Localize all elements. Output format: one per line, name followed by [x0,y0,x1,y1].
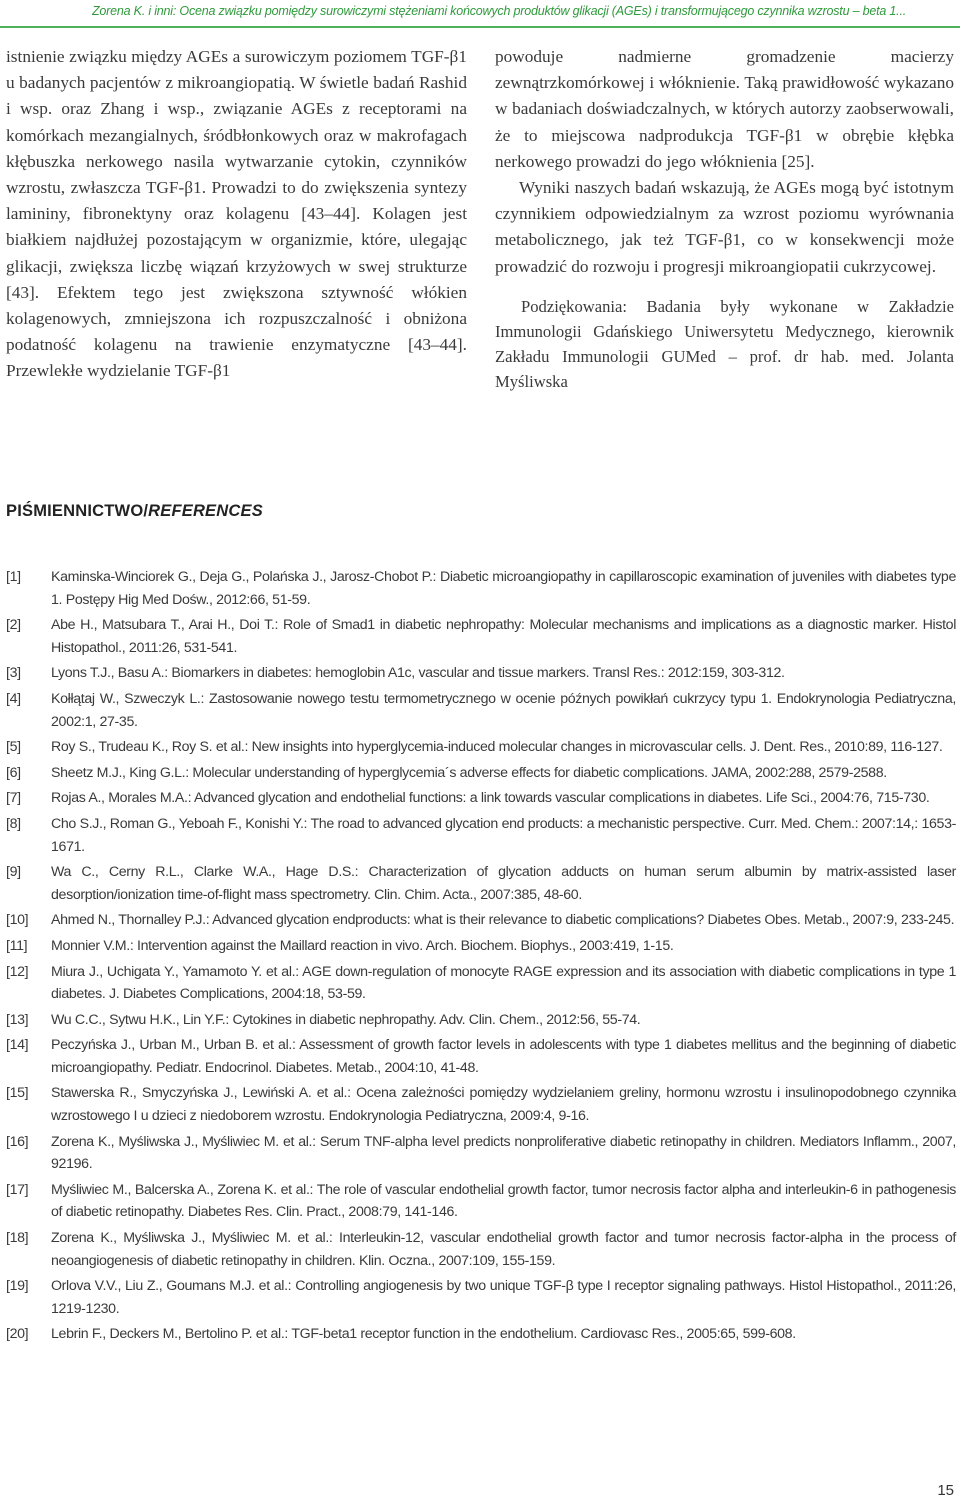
reference-item [6,1179,956,1224]
reference-number: [17] [6,1181,29,1198]
reference-text: Orlova V.V., Liu Z., Goumans M.J. et al.: Controlling angiogenesis by two unique TGF-β type I receptor signaling pathways. Histol Histopathol., 2011:26, 1219-1230. [51,1278,956,1317]
references-heading [6,502,263,521]
reference-number: [19] [6,1278,29,1295]
reference-list [6,566,956,1349]
reference-number: [2] [6,617,21,634]
reference-number: [15] [6,1085,29,1102]
reference-item [6,935,956,958]
reference-item [6,1323,956,1346]
reference-item [6,662,956,685]
reference-text: Rojas A., Morales M.A.: Advanced glycation and endothelial functions: a link towards vascular complications in diabetes. Life Sci., 2004:76, 715-730. [51,790,930,807]
reference-text: Ahmed N., Thornalley P.J.: Advanced glycation endproducts: what is their relevance to diabetic complications? Diabetes Obes. Metab., 2007:9, 233-245. [51,912,955,929]
header-rule [0,26,960,28]
reference-number: [6] [6,764,21,781]
reference-text: Zorena K., Myśliwska J., Myśliwiec M. et al.: Serum TNF-alpha level predicts nonproliferative diabetic retinopathy in children. Mediators Inflamm., 2007, 92196. [51,1133,956,1173]
reference-item [6,688,956,733]
reference-number: [7] [6,790,21,807]
reference-number: [14] [6,1037,29,1054]
reference-item [6,1275,956,1320]
reference-number: [20] [6,1326,29,1343]
reference-item [6,861,956,906]
reference-number: [16] [6,1133,29,1150]
acknowledgement: Podziękowania: Badania były wykonane w Zakładzie Immunologii Gdańskiego Uniwersytetu Medycznego, kierownik Zakładu Immunologii GUMed – prof. dr hab. med. Jolanta Myśliwska [495,296,954,391]
left-column [6,44,467,385]
reference-item [6,909,956,932]
page-number: 15 [937,1482,954,1499]
references-heading-en: REFERENCES [148,502,263,520]
reference-number: [8] [6,815,21,832]
body-paragraph: powoduje nadmierne gromadzenie macierzy zewnątrzkomórkowej i włóknienie. Taką prawidłowość wykazano w badaniach doświadczalnych, w których autorzy zaobserwowali, że to miejscowa nadprodukcja TGF-β1 w obrębie kłębka nerkowego prowadzi do jego włóknienia [25]. [495,47,954,171]
reference-text: Miura J., Uchigata Y., Yamamoto Y. et al.: AGE down-regulation of monocyte RAGE expression and its association with diabetic complications in type 1 diabetes. J. Diabetes Complications, 2004:18, 53-59. [51,963,956,1003]
reference-number: [18] [6,1230,29,1247]
body-paragraph: istnienie związku między AGEs a surowiczym poziomem TGF-β1 u badanych pacjentów z mikroangiopatią. W świetle badań Rashid i wsp. oraz Zhang i wsp., związanie AGEs z receptorami na komórkach mezangialnych, śródbłonkowych oraz w makrofagach kłębuszka nerkowego nasila wytwarzanie cytokin, czynników wzrostu, zwłaszcza TGF-β1. Prowadzi to do zwiększenia syntezy lamininy, fibronektyny oraz kolagenu [43–44]. Kolagen jest białkiem najdłużej pozostającym w organizmie, które, ulegając glikacji, zwiększa liczbę wiązań krzyżowych w swej strukturze [43]. Efektem tego jest zwiększona sztywność włókien kolagenowych, zmniejszona ich rozpuszczalność i obniżona podatność kolagenu na trawienie enzymatyczne [43–44]. Przewlekłe wydzielanie TGF-β1 [6,47,467,381]
reference-item [6,1034,956,1079]
reference-text: Zorena K., Myśliwska J., Myśliwiec M. et al.: Interleukin-12, vascular endothelial growth factor and tumor necrosis factor-alpha in the process of neoangiogenesis of diabetic retinopathy in children. Klin. Oczna., 2007:109, 155-159. [51,1230,956,1269]
reference-number: [11] [6,937,28,954]
reference-number: [1] [6,569,21,585]
body-paragraph: Wyniki naszych badań wskazują, że AGEs mogą być istotnym czynnikiem odpowiedzialnym za wzrost poziomu wyrównania metabolicznego, jak też TGF-β1, co w konsekwencji może prowadzić do rozwoju i progresji mikroangiopatii cukrzycowej. [495,178,954,276]
reference-number: [4] [6,690,21,707]
references-heading-pl: PIŚMIENNICTWO/ [6,502,149,520]
reference-text: Myśliwiec M., Balcerska A., Zorena K. et al.: The role of vascular endothelial growth factor, tumor necrosis factor alpha and interleukin-6 in pathogenesis of diabetic retinopathy. Diabetes Res. Clin. Pract., 2008:79, 141-146. [51,1181,956,1221]
reference-number: [12] [6,963,29,980]
reference-text: Roy S., Trudeau K., Roy S. et al.: New insights into hyperglycemia-induced molecular changes in microvascular cells. J. Dent. Res., 2010:89, 116-127. [51,739,943,756]
reference-item [6,1009,956,1032]
running-head: Zorena K. i inni: Ocena związku pomiędzy surowiczymi stężeniami końcowych produktów glikacji (AGEs) i transformującego czynnika wzrostu – beta 1... [92,4,906,18]
reference-text: Peczyńska J., Urban M., Urban B. et al.: Assessment of growth factor levels in adolescents with type 1 diabetes mellitus and the beginning of diabetic microangiopathy. Pediatr. Endocrinol. Diabetes. Metab., 2004:10, 41-48. [51,1037,956,1076]
reference-item [6,961,956,1006]
reference-number: [5] [6,739,21,756]
reference-item [6,787,956,810]
reference-item [6,1082,956,1127]
reference-item [6,1227,956,1272]
right-column [495,44,954,394]
reference-item [6,566,956,611]
reference-number: [9] [6,864,21,881]
reference-text: Kołłątaj W., Szweczyk L.: Zastosowanie nowego testu termometrycznego w ocenie późnych powikłań cukrzycy typu 1. Endokrynologia Pediatryczna, 2002:1, 27-35. [51,690,956,730]
reference-text: Lebrin F., Deckers M., Bertolino P. et al.: TGF-beta1 receptor function in the endothelium. Cardiovasc Res., 2005:65, 599-608. [51,1326,796,1343]
reference-number: [13] [6,1011,29,1028]
reference-text: Sheetz M.J., King G.L.: Molecular understanding of hyperglycemia´s adverse effects for diabetic complications. JAMA, 2002:288, 2579-2588. [51,764,887,781]
reference-text: Lyons T.J., Basu A.: Biomarkers in diabetes: hemoglobin A1c, vascular and tissue markers. Transl Res.: 2012:159, 303-312. [51,665,785,682]
reference-item [6,813,956,858]
reference-text: Stawerska R., Smyczyńska J., Lewiński A. et al.: Ocena zależności pomiędzy wydzielaniem greliny, hormonu wzrostu i insulinopodobnego czynnika wzrostowego I u dzieci z niedoborem wzrostu. Endokrynologia Pediatryczna, 2009:4, 9-16. [51,1085,956,1125]
reference-text: Monnier V.M.: Intervention against the Maillard reaction in vivo. Arch. Biochem. Biophys., 2003:419, 1-15. [51,937,674,954]
reference-item [6,736,956,759]
reference-text: Abe H., Matsubara T., Arai H., Doi T.: Role of Smad1 in diabetic nephropathy: Molecular mechanisms and implications as a diagnostic marker. Histol Histopathol., 2011:26, 531-541. [51,617,956,656]
reference-item [6,1131,956,1176]
reference-number: [10] [6,912,29,929]
reference-item [6,614,956,659]
reference-number: [3] [6,665,21,682]
reference-text: Kaminska-Winciorek G., Deja G., Polańska J., Jarosz-Chobot P.: Diabetic microangiopathy in capillaroscopic examination of juveniles with diabetes type 1. Postępy Hig Med Dośw., 2012:66, 51-59. [51,569,956,608]
reference-item [6,762,956,785]
reference-text: Cho S.J., Roman G., Yeboah F., Konishi Y.: The road to advanced glycation end products: a mechanistic perspective. Curr. Med. Chem.: 2007:14,: 1653-1671. [51,815,956,855]
reference-text: Wa C., Cerny R.L., Clarke W.A., Hage D.S.: Characterization of glycation adducts on human serum albumin by matrix-assisted laser desorption/ionization time-of-flight mass spectrometry. Clin. Chim. Acta., 2007:385, 48-60. [51,864,956,903]
reference-text: Wu C.C., Sytwu H.K., Lin Y.F.: Cytokines in diabetic nephropathy. Adv. Clin. Chem., 2012:56, 55-74. [51,1011,641,1028]
